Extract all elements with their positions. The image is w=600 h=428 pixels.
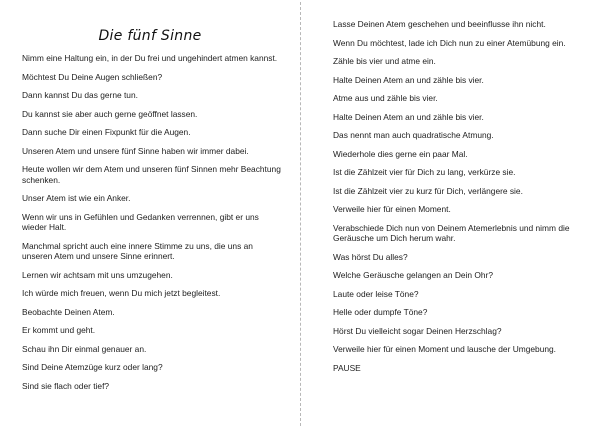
- paragraph: Lernen wir achtsam mit uns umzugehen.: [22, 269, 173, 280]
- paragraph: Du kannst sie aber auch gerne geöffnet lassen.: [22, 108, 198, 119]
- paragraph: Sind Deine Atemzüge kurz oder lang?: [22, 362, 163, 372]
- paragraph: PAUSE: [333, 362, 361, 373]
- paragraph: Verabschiede Dich nun von Deinem Atemerlebnis und nimm die Geräusche um Dich herum wahr.: [333, 222, 570, 243]
- paragraph: Heute wollen wir dem Atem und unseren fünf Sinnen mehr Beachtung schenken.: [22, 164, 281, 185]
- paragraph: Wenn Du möchtest, lade ich Dich nun zu einer Atemübung ein.: [333, 37, 566, 48]
- paragraph: Das nennt man auch quadratische Atmung.: [333, 130, 494, 140]
- paragraph: Unser Atem ist wie ein Anker.: [22, 193, 131, 203]
- paragraph: Lasse Deinen Atem geschehen und beeinflusse ihn nicht.: [333, 19, 546, 29]
- fold-divider: [300, 2, 301, 426]
- page-title: Die fünf Sinne: [98, 28, 202, 44]
- paragraph: Verweile hier für einen Moment.: [333, 204, 451, 214]
- right-column: [333, 19, 588, 381]
- paragraph: Was hörst Du alles?: [333, 251, 408, 262]
- paragraph: Ich würde mich freuen, wenn Du mich jetzt begleitest.: [22, 288, 221, 298]
- paragraph: Dann suche Dir einen Fixpunkt für die Augen.: [22, 127, 191, 137]
- paragraph: Sind sie flach oder tief?: [22, 380, 110, 391]
- paragraph: Möchtest Du Deine Augen schließen?: [22, 71, 163, 82]
- paragraph: Schau ihn Dir einmal genauer an.: [22, 343, 147, 354]
- paragraph: Er kommt und geht.: [22, 325, 96, 335]
- paragraph: Halte Deinen Atem an und zähle bis vier.: [333, 74, 484, 85]
- paragraph: Nimm eine Haltung ein, in der Du frei und ungehindert atmen kannst.: [22, 53, 278, 63]
- paragraph: Halte Deinen Atem an und zähle bis vier.: [333, 111, 484, 122]
- paragraph: Welche Geräusche gelangen an Dein Ohr?: [333, 270, 493, 280]
- paragraph: Ist die Zählzeit vier zu kurz für Dich, verlängere sie.: [333, 185, 523, 196]
- paragraph: Verweile hier für einen Moment und lausche der Umgebung.: [333, 344, 556, 354]
- paragraph: Wiederhole dies gerne ein paar Mal.: [333, 148, 468, 159]
- paragraph: Unseren Atem und unsere fünf Sinne haben wir immer dabei.: [22, 145, 249, 156]
- paragraph: Hörst Du vielleicht sogar Deinen Herzschlag?: [333, 325, 502, 336]
- left-column: [22, 53, 284, 399]
- paragraph: Dann kannst Du das gerne tun.: [22, 90, 138, 100]
- paragraph: Helle oder dumpfe Töne?: [333, 307, 428, 317]
- paragraph: Atme aus und zähle bis vier.: [333, 93, 438, 103]
- paragraph: Beobachte Deinen Atem.: [22, 306, 115, 317]
- paragraph: Laute oder leise Töne?: [333, 288, 419, 299]
- paragraph: Ist die Zählzeit vier für Dich zu lang, verkürze sie.: [333, 167, 516, 177]
- paragraph: Zähle bis vier und atme ein.: [333, 56, 436, 66]
- paragraph: Manchmal spricht auch eine innere Stimme zu uns, die uns an unseren Atem und unsere Sinne erinnert.: [22, 240, 253, 261]
- paragraph: Wenn wir uns in Gefühlen und Gedanken verrennen, gibt er uns wieder Halt.: [22, 211, 259, 232]
